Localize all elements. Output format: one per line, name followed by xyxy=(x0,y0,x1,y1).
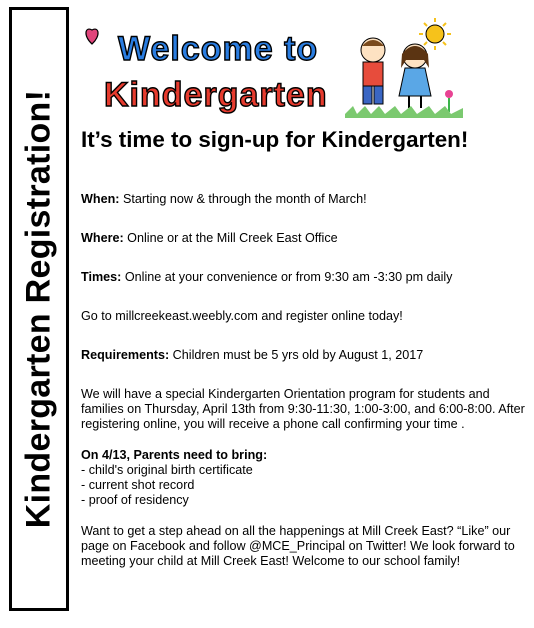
bring-section xyxy=(81,448,526,508)
when-label: When: xyxy=(81,192,120,206)
sun-icon xyxy=(419,18,451,50)
times-value: Online at your convenience or from 9:30 am -3:30 pm daily xyxy=(121,270,453,284)
banner-line-2: Kindergarten xyxy=(104,76,328,114)
times-line xyxy=(81,270,526,285)
requirements-label: Requirements: xyxy=(81,348,170,362)
welcome-banner xyxy=(80,18,340,118)
sidebar-box xyxy=(9,7,69,611)
requirements-value: Children must be 5 yrs old by August 1, 2017 xyxy=(169,348,424,362)
kids-illustration xyxy=(345,16,463,118)
where-line xyxy=(81,231,526,246)
bring-item: - proof of residency xyxy=(81,493,189,507)
orientation-paragraph: We will have a special Kindergarten Orientation program for students and families on Thursday, April 13th from 9:30-11:30, 1:00-3:00, and 6:00-8:00. After registering online, you will receive a phone call confirming your time . xyxy=(81,387,525,431)
headline: It’s time to sign-up for Kindergarten! xyxy=(81,127,469,152)
closing-paragraph: Want to get a step ahead on all the happenings at Mill Creek East? “Like” our page on Facebook and follow @MCE_Principal on Twitter! We look forward to meeting your child at Mill Creek East! Welcome to our school family! xyxy=(81,524,515,568)
bring-item: - child's original birth certificate xyxy=(81,463,253,477)
when-value: Starting now & through the month of March! xyxy=(119,192,367,206)
grass xyxy=(345,106,463,118)
boy-figure xyxy=(361,38,385,104)
girl-figure xyxy=(399,44,431,108)
heart-icon xyxy=(86,29,98,44)
banner-line-1: Welcome to xyxy=(118,30,319,68)
bring-title: On 4/13, Parents need to bring: xyxy=(81,448,268,462)
where-value: Online or at the Mill Creek East Office xyxy=(123,231,338,245)
times-label: Times: xyxy=(81,270,122,284)
requirements-line xyxy=(81,348,526,363)
when-line xyxy=(81,192,526,207)
sidebar-title: Kindergarten Registration! xyxy=(19,89,58,529)
register-line: Go to millcreekeast.weebly.com and register online today! xyxy=(81,309,403,323)
flyer-body xyxy=(81,192,526,585)
where-label: Where: xyxy=(81,231,124,245)
bring-item: - current shot record xyxy=(81,478,195,492)
